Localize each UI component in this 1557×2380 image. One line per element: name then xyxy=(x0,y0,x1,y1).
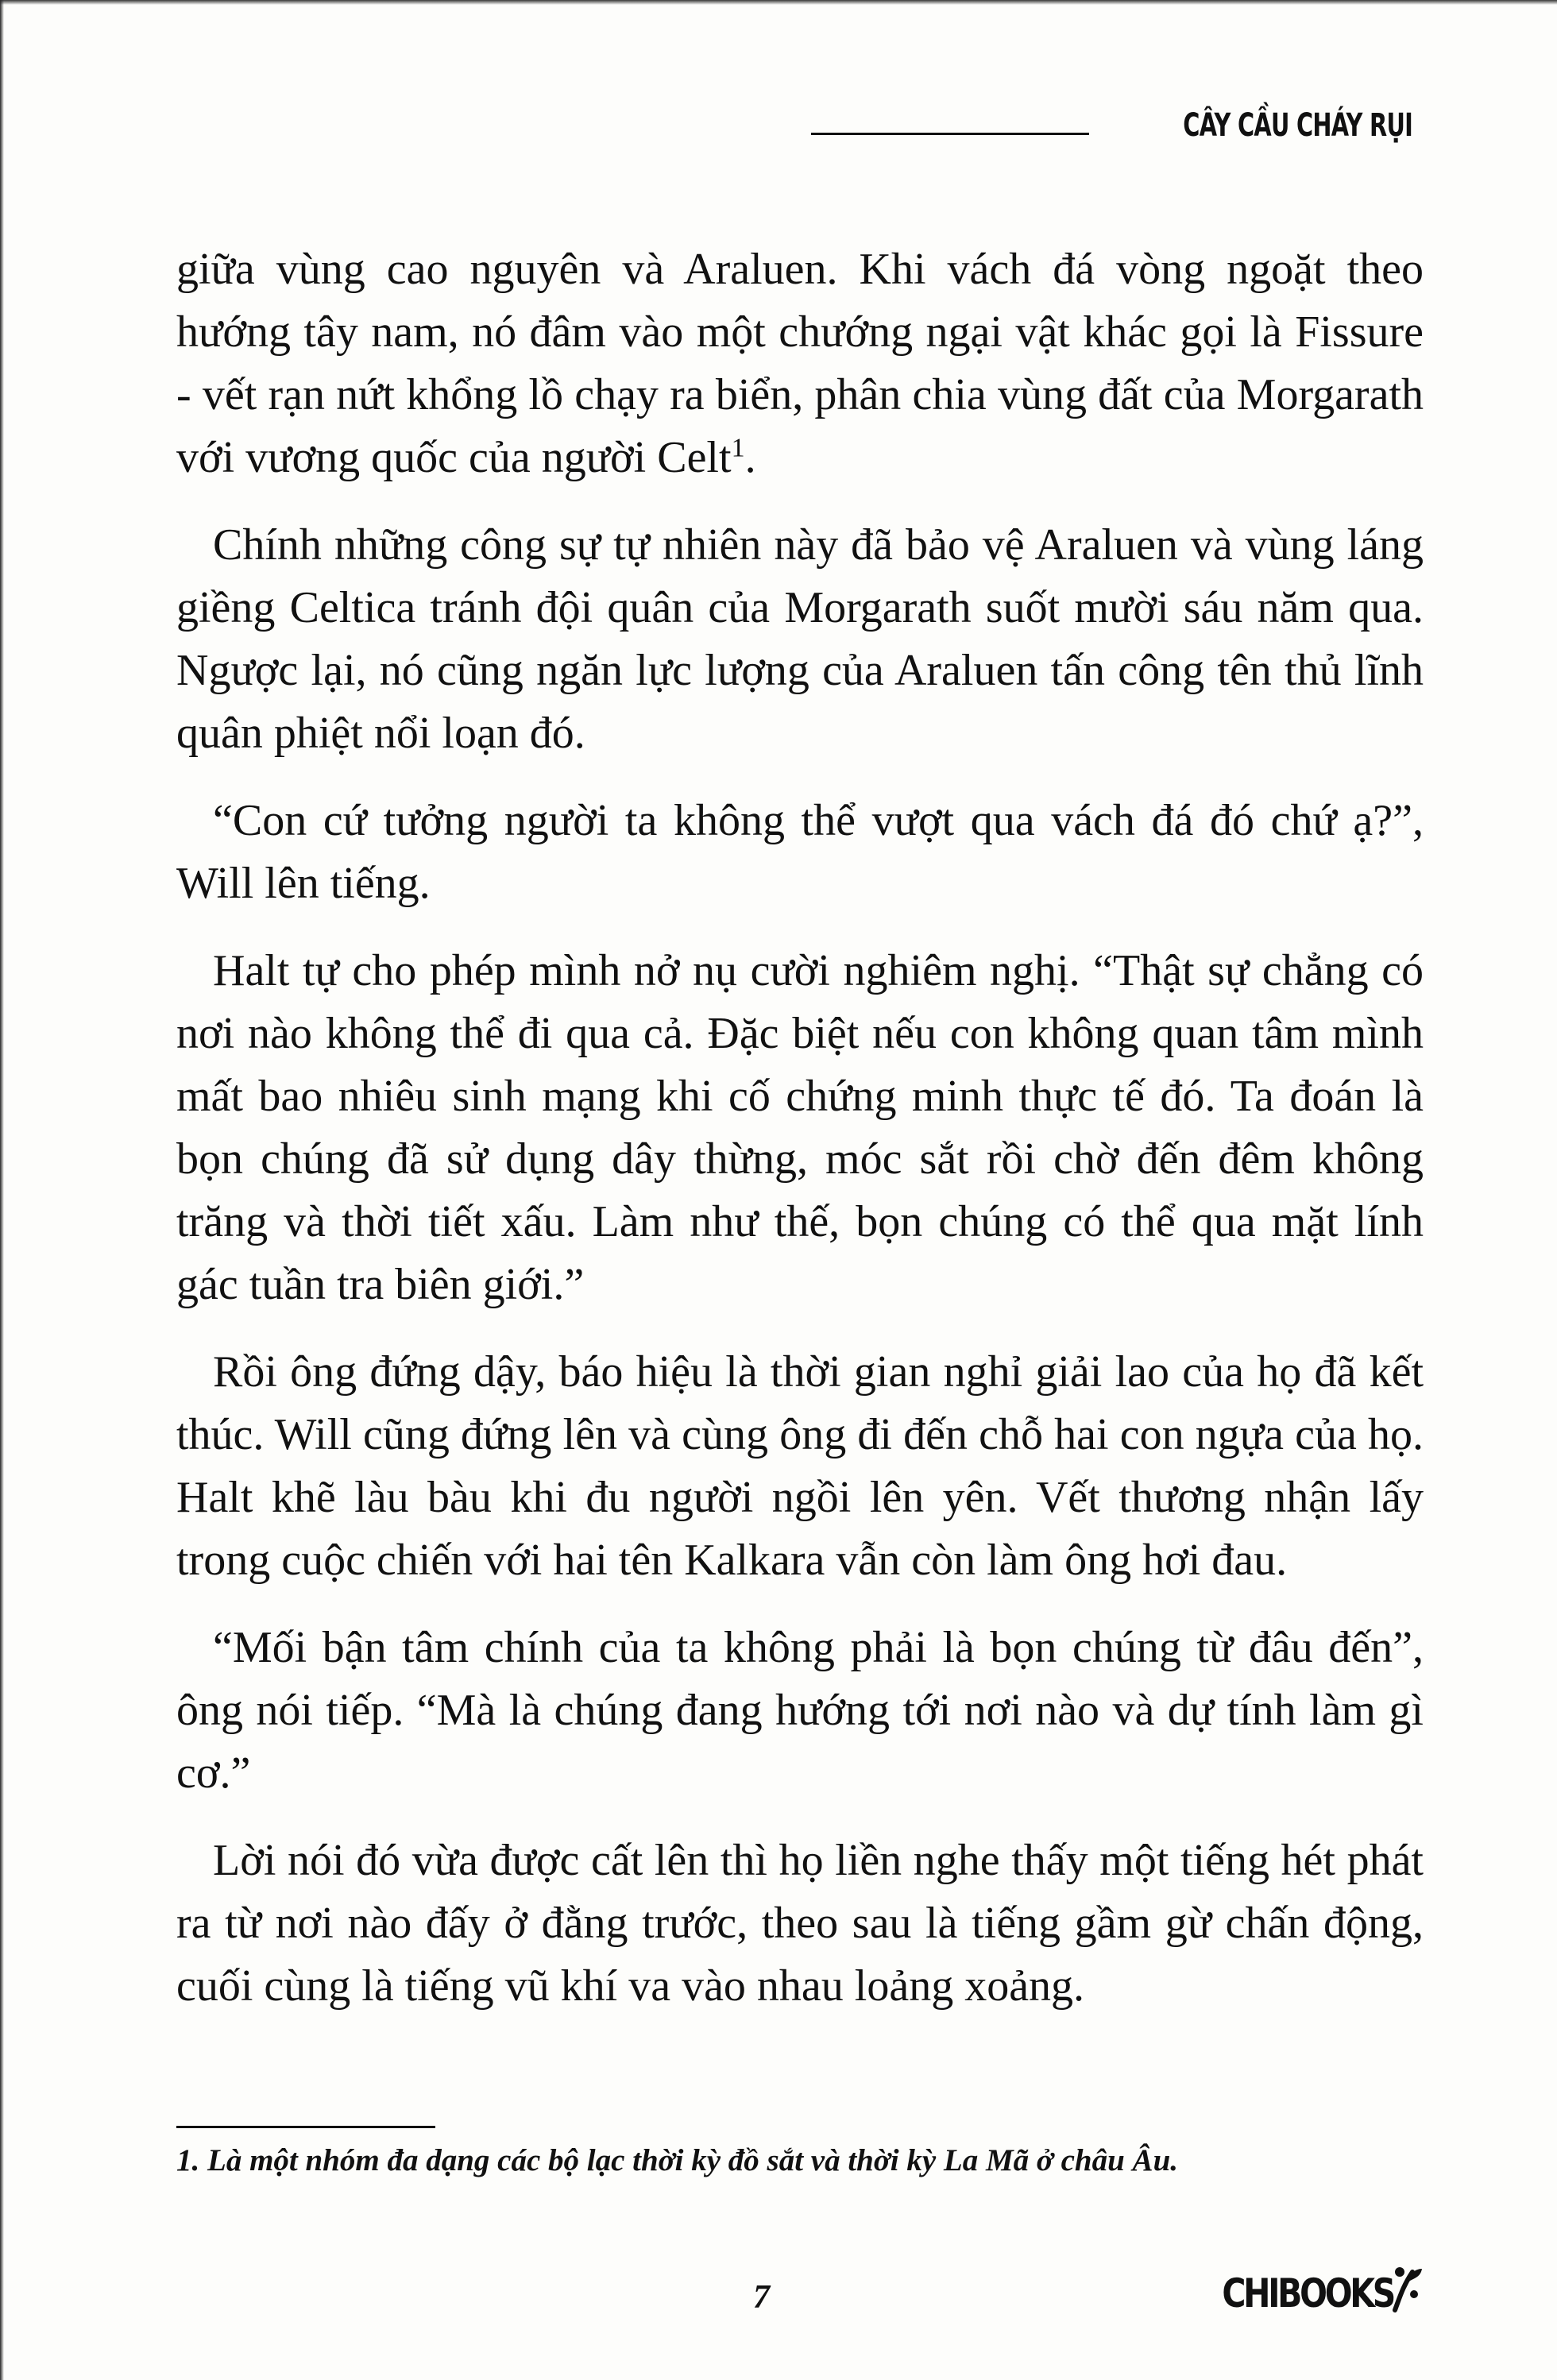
scan-edge-left xyxy=(0,0,4,2380)
paragraph-1 xyxy=(176,238,1424,489)
publisher-leaf-icon xyxy=(1389,2262,1424,2313)
paragraph-3: “Con cứ tưởng người ta không thể vượt qua vách đá đó chứ ạ?”, Will lên tiếng. xyxy=(176,796,1424,908)
paragraph-4: Halt tự cho phép mình nở nụ cười nghiêm nghị. “Thật sự chẳng có nơi nào không thể đi qua cả. Đặc biệt nếu con không quan tâm mình mất bao nhiêu sinh mạng khi cố chứng minh thực tế đó. Ta đoán là bọn chúng đã sử dụng dây thừng, móc sắt rồi chờ đến đêm không trăng và thời tiết xấu. Làm như thế, bọn chúng có thể qua mặt lính gác tuần tra biên giới.” xyxy=(176,946,1424,1309)
body-text xyxy=(176,238,1424,2042)
publisher-logo xyxy=(1184,2262,1424,2316)
paragraph-5: Rồi ông đứng dậy, báo hiệu là thời gian nghỉ giải lao của họ đã kết thúc. Will cũng đứng lên và cùng ông đi đến chỗ hai con ngựa của họ. Halt khẽ làu bàu khi đu người ngồi lên yên. Vết thương nhận lấy trong cuộc chiến với hai tên Kalkara vẫn còn làm ông hơi đau. xyxy=(176,1347,1424,1585)
running-header xyxy=(811,107,1412,144)
paragraph-1-text: giữa vùng cao nguyên và Araluen. Khi vách đá vòng ngoặt theo hướng tây nam, nó đâm vào một chướng ngại vật khác gọi là Fissure - vết rạn nứt khổng lồ chạy ra biển, phân chia vùng đất của Morgarath với vương quốc của người Celt xyxy=(176,245,1424,482)
header-rule xyxy=(811,133,1089,135)
page-number: 7 xyxy=(753,2279,770,2316)
paragraph-6: “Mối bận tâm chính của ta không phải là bọn chúng từ đâu đến”, ông nói tiếp. “Mà là chúng đang hướng tới nơi nào và dự tính làm gì cơ.” xyxy=(176,1623,1424,1798)
running-title: CÂY CẦU CHÁY RỤI xyxy=(1183,107,1412,144)
footnote: 1. Là một nhóm đa dạng các bộ lạc thời kỳ đồ sắt và thời kỳ La Mã ở châu Âu. xyxy=(176,2143,1179,2177)
paragraph-1-end: . xyxy=(744,433,756,482)
paragraph-2: Chính những công sự tự nhiên này đã bảo vệ Araluen và vùng láng giềng Celtica tránh đội quân của Morgarath suốt mười sáu năm qua. Ngược lại, nó cũng ngăn lực lượng của Araluen tấn công tên thủ lĩnh quân phiệt nổi loạn đó. xyxy=(176,520,1424,758)
footnote-rule xyxy=(176,2126,435,2128)
paragraph-7: Lời nói đó vừa được cất lên thì họ liền nghe thấy một tiếng hét phát ra từ nơi nào đấy ở đằng trước, theo sau là tiếng gầm gừ chấn động, cuối cùng là tiếng vũ khí va vào nhau loảng xoảng. xyxy=(176,1836,1424,2011)
scan-edge-top xyxy=(0,0,1557,5)
publisher-name: CHIBOOKS xyxy=(1222,2270,1393,2316)
footnote-marker: 1 xyxy=(731,433,745,463)
